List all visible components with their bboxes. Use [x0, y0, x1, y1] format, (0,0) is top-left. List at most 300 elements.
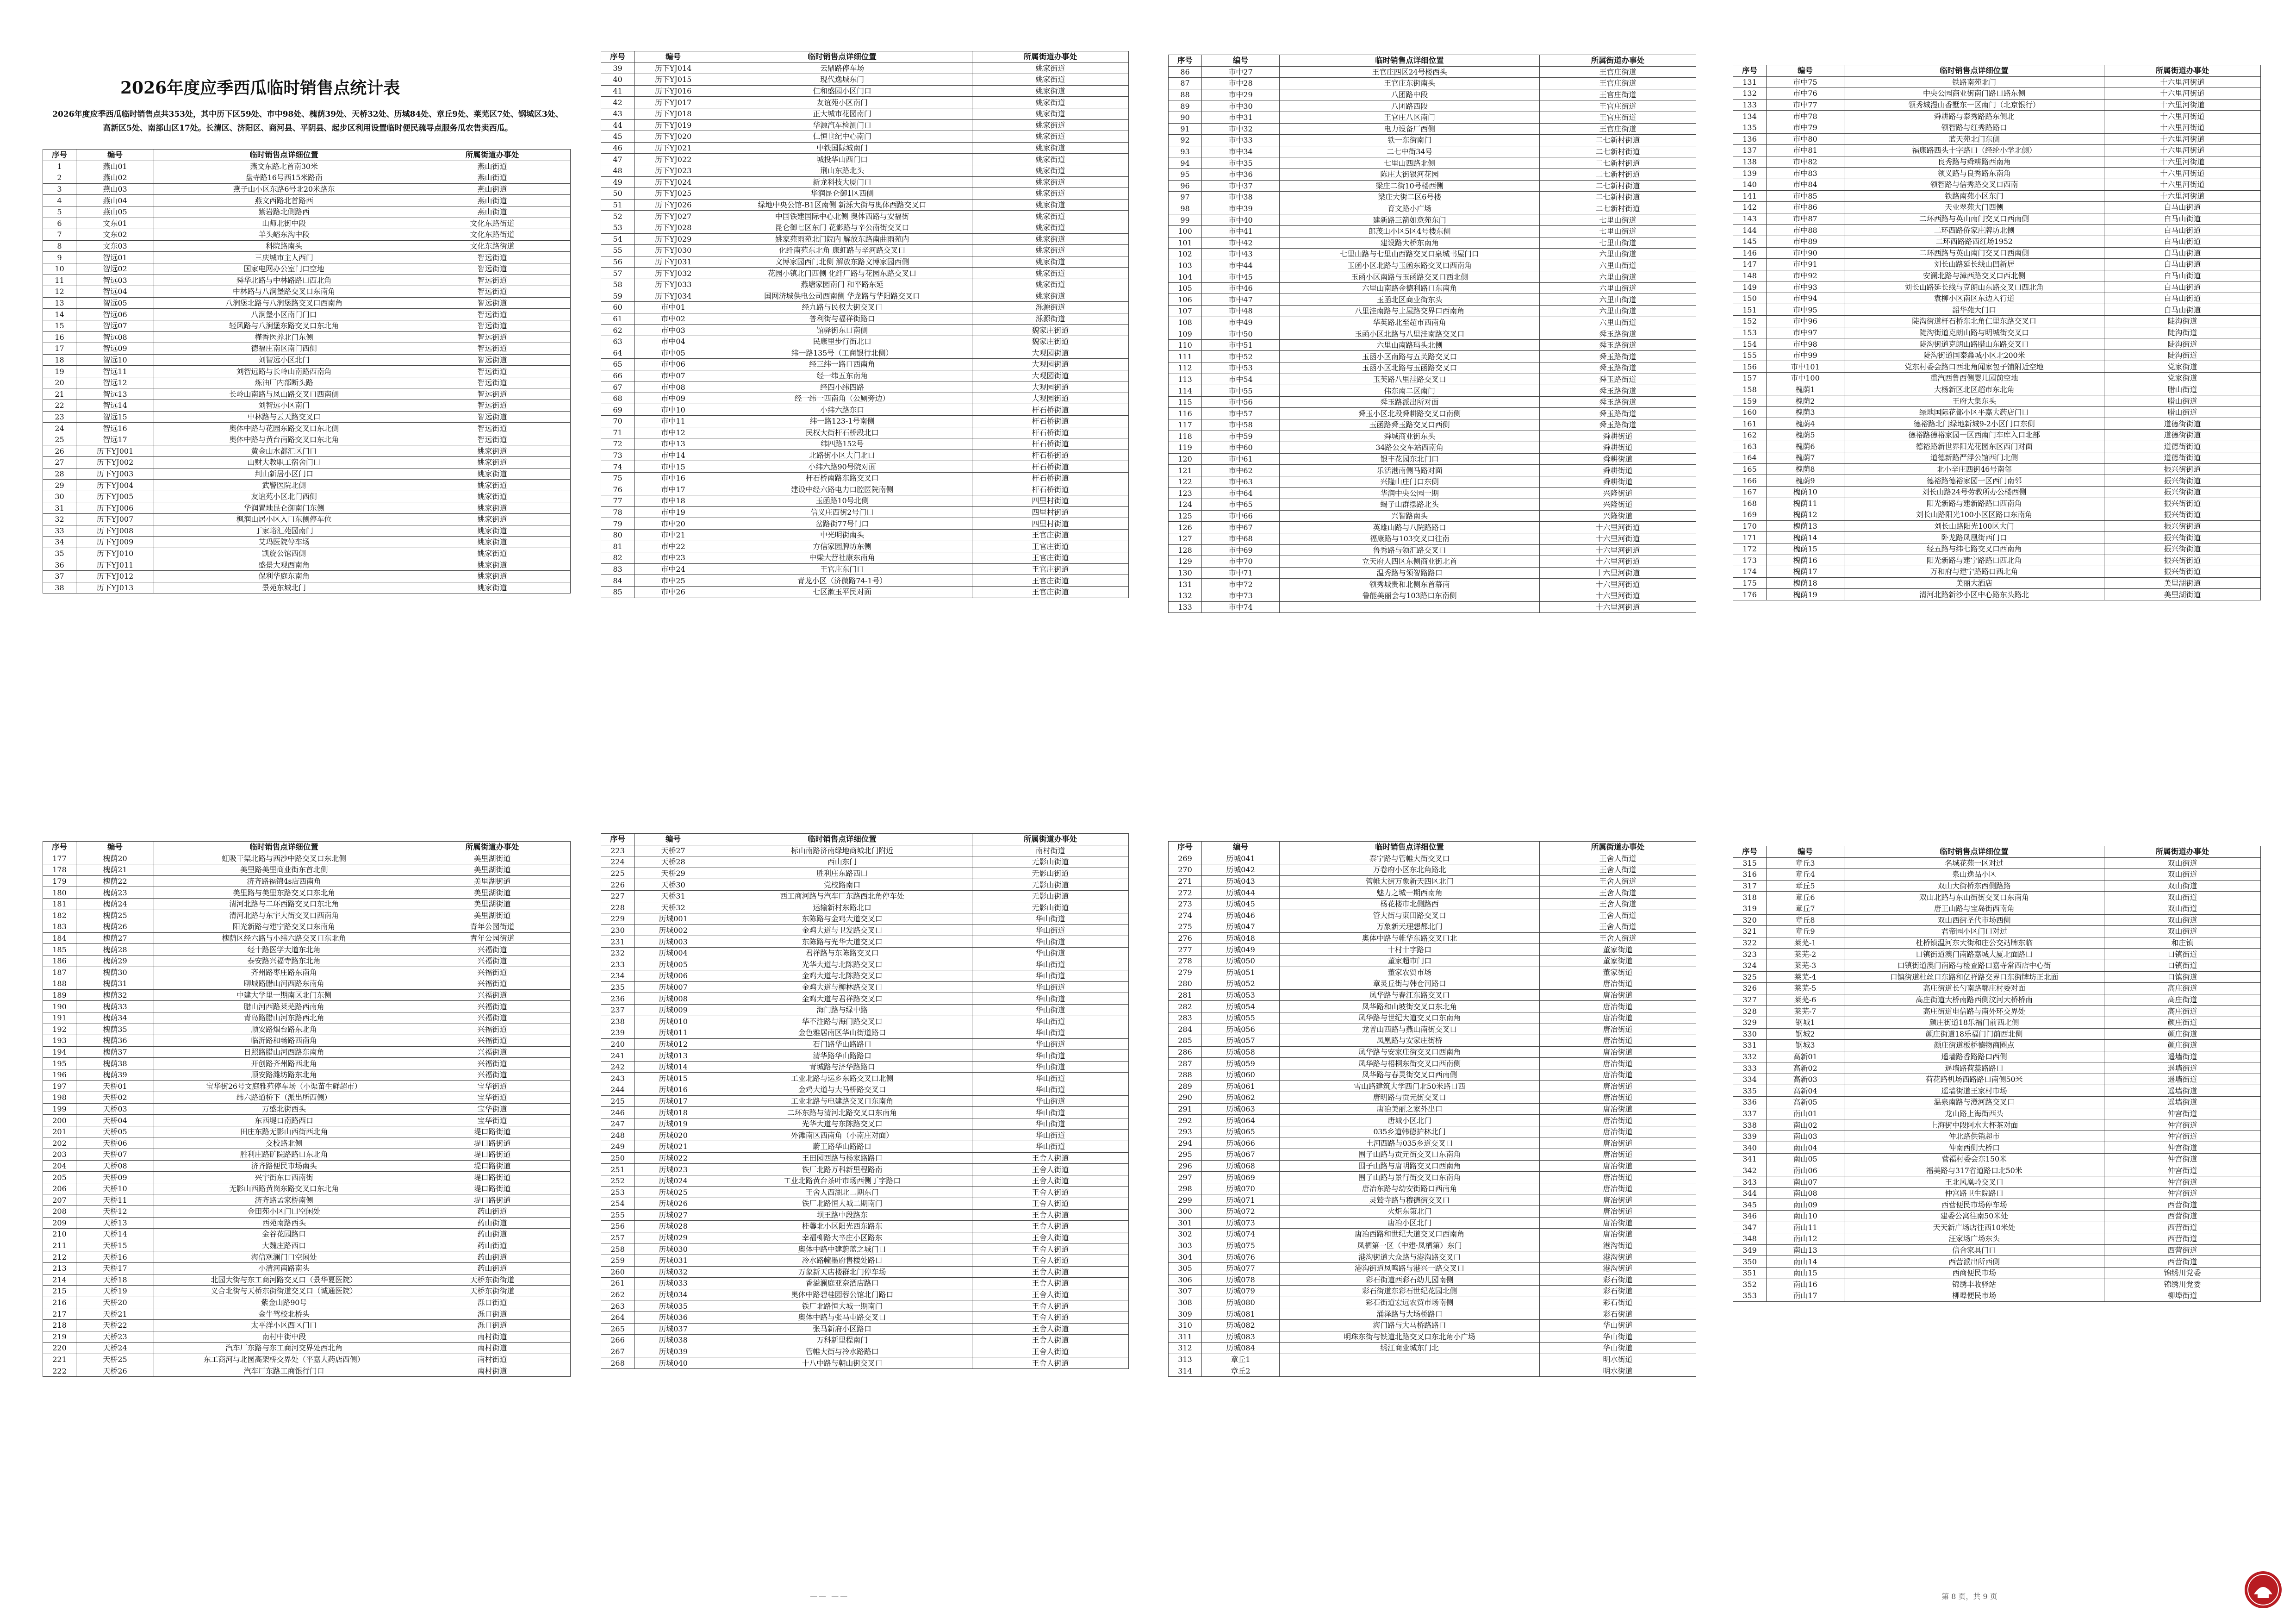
table-row — [601, 1312, 1129, 1323]
row-code: 历下YJ025 — [635, 188, 712, 200]
row-location: 仲南西侧大桥口 — [1844, 1142, 2104, 1154]
table-row — [43, 502, 571, 514]
row-code: 高新04 — [1767, 1085, 1844, 1097]
row-subdistrict: 十六里河街道 — [2104, 133, 2261, 145]
row-subdistrict: 遥墙街道 — [2104, 1062, 2261, 1074]
row-code: 市中35 — [1202, 157, 1280, 169]
row-location: 管帷大街万象新天四区北门 — [1280, 875, 1540, 887]
row-location: 玉函路舜玉路交叉口西侧 — [1280, 419, 1540, 431]
row-code: 历城060 — [1202, 1069, 1280, 1081]
row-number: 116 — [1169, 408, 1202, 419]
row-location: 万卷府小区东北角路北 — [1280, 864, 1540, 876]
table-header-row — [1733, 846, 2261, 858]
row-subdistrict: 唐冶街道 — [1540, 1001, 1696, 1012]
row-location: 火炬东第北门 — [1280, 1206, 1540, 1218]
table-row — [601, 1278, 1129, 1289]
row-number: 141 — [1733, 190, 1767, 202]
row-code: 市中88 — [1767, 225, 1844, 236]
row-subdistrict: 姚家街道 — [414, 445, 571, 457]
table-row — [1169, 967, 1696, 978]
row-location: 普利街与福祥街路口 — [712, 313, 972, 325]
row-code: 槐荫6 — [1767, 441, 1844, 452]
row-number: 281 — [1169, 989, 1202, 1001]
row-location: 凤华路与安家庄街交叉口西南角 — [1280, 1046, 1540, 1058]
row-code: 历下YJ004 — [76, 480, 154, 491]
row-location: 科院路南头 — [154, 240, 414, 252]
row-subdistrict: 杆石桥街道 — [972, 427, 1129, 438]
row-number: 181 — [43, 898, 76, 910]
row-location: 唐王山路与宝岛街西南角 — [1844, 903, 2104, 914]
table-row — [1733, 880, 2261, 892]
row-code: 市中86 — [1767, 202, 1844, 213]
row-code: 南山02 — [1767, 1119, 1844, 1131]
summary-text: 2026年度应季西瓜临时销售点共353处，其中历下区59处、市中98处、槐荫39处、天桥32处、历城84处、章丘9处、莱芜区7处、钢城区3处、高新区5处、南部山区17处。长清区、济阳区、商河县、平阴县、起步区利用设置临时便民疏导点服务瓜农售卖西瓜。 — [52, 110, 563, 133]
column-header: 所属街道办事处 — [2104, 65, 2261, 77]
row-location: 燕文东路北首南30米 — [154, 161, 414, 172]
row-number: 135 — [1733, 122, 1767, 133]
row-subdistrict: 姚家街道 — [972, 290, 1129, 302]
row-location: 奥体中路与黄台南路交叉口东北角 — [154, 434, 414, 445]
row-subdistrict: 魏家庄街道 — [972, 325, 1129, 336]
row-code: 市中41 — [1202, 225, 1280, 237]
row-number: 329 — [1733, 1017, 1767, 1028]
row-number: 23 — [43, 411, 76, 423]
table-row — [43, 252, 571, 263]
row-code: 天桥28 — [635, 856, 712, 868]
table-row — [1733, 316, 2261, 327]
row-location: 冷水路幢墨府售楼处路口 — [712, 1255, 972, 1266]
row-code: 南山09 — [1767, 1199, 1844, 1211]
row-subdistrict: 四里村街道 — [972, 518, 1129, 530]
row-subdistrict: 二七新村街道 — [1540, 169, 1696, 180]
column-header: 所属街道办事处 — [972, 834, 1129, 845]
row-location: 港沟街道凤鸣路与港兴一路交叉口 — [1280, 1262, 1540, 1274]
row-number: 46 — [601, 142, 635, 154]
row-subdistrict: 王舍人街道 — [1540, 932, 1696, 944]
row-code: 智远08 — [76, 331, 154, 343]
table-row — [1169, 601, 1696, 613]
table-row — [1169, 408, 1696, 419]
row-location: 中铁国际城南门 — [712, 142, 972, 154]
table-row — [1169, 282, 1696, 294]
table-row — [1169, 1115, 1696, 1126]
row-number: 147 — [1733, 259, 1767, 270]
row-code: 槐荫3 — [1767, 406, 1844, 418]
row-location: 领智路与红秀路路口 — [1844, 122, 2104, 133]
row-code: 文东03 — [76, 240, 154, 252]
table-row — [601, 1107, 1129, 1118]
table-row — [1733, 1290, 2261, 1302]
table-row — [1169, 78, 1696, 89]
row-code: 历下YJ029 — [635, 233, 712, 245]
row-subdistrict: 堤口路街道 — [414, 1183, 571, 1194]
table-row — [1169, 522, 1696, 533]
row-number: 32 — [43, 514, 76, 525]
table-row — [1733, 190, 2261, 202]
row-subdistrict: 西营街道 — [2104, 1211, 2261, 1222]
table-panel-8 — [1733, 846, 2261, 1302]
row-location: 龙普山西路与燕山南街交叉口 — [1280, 1024, 1540, 1035]
row-code: 历城059 — [1202, 1058, 1280, 1069]
row-location: 槐荫区经六路与小纬六路交叉口东北角 — [154, 932, 414, 944]
table-row — [43, 343, 571, 355]
row-code: 市中43 — [1202, 249, 1280, 260]
row-number: 273 — [1169, 898, 1202, 910]
row-code: 历下YJ016 — [635, 85, 712, 97]
row-code: 历城032 — [635, 1266, 712, 1278]
table-row — [1733, 213, 2261, 225]
row-location: 八涧堡小区南门门口 — [154, 309, 414, 320]
table-row — [43, 1046, 571, 1058]
row-location: 涌泽路与大场桥路口 — [1280, 1308, 1540, 1320]
row-number: 235 — [601, 981, 635, 993]
row-subdistrict: 华山街道 — [972, 1050, 1129, 1062]
row-code: 文东02 — [76, 229, 154, 241]
row-code: 槐荫39 — [76, 1069, 154, 1081]
column-header: 临时销售点详细位置 — [1844, 846, 2104, 858]
row-code: 市中67 — [1202, 522, 1280, 533]
table-row — [1733, 1165, 2261, 1176]
row-location: 工业北路与运乡东路交叉口北侧 — [712, 1073, 972, 1084]
row-code: 市中98 — [1767, 338, 1844, 350]
row-subdistrict: 十六里河街道 — [1540, 579, 1696, 590]
row-location: 口镇街道澳门南路嘉城大厦北面路口 — [1844, 949, 2104, 960]
row-number: 200 — [43, 1115, 76, 1126]
row-code: 市中72 — [1202, 579, 1280, 590]
row-code: 槐荫16 — [1767, 555, 1844, 566]
row-subdistrict: 姚家街道 — [972, 279, 1129, 290]
row-code: 历下YJ017 — [635, 97, 712, 108]
row-code: 市中53 — [1202, 362, 1280, 374]
row-subdistrict: 大观园街道 — [972, 347, 1129, 359]
row-number: 300 — [1169, 1206, 1202, 1218]
row-subdistrict: 舜玉路街道 — [1540, 374, 1696, 385]
table-row — [1733, 1074, 2261, 1085]
row-code: 燕山02 — [76, 172, 154, 184]
row-number: 6 — [43, 218, 76, 229]
row-location: 二环西路侨家庄牌坊北侧 — [1844, 225, 2104, 236]
row-number: 275 — [1169, 921, 1202, 933]
row-location: 玉函小区南路与五芙路交叉口 — [1280, 351, 1540, 362]
row-location: 华润中央公园一期 — [1280, 487, 1540, 499]
table-row — [43, 1354, 571, 1365]
row-number: 244 — [601, 1084, 635, 1096]
table-row — [601, 1164, 1129, 1175]
row-number: 51 — [601, 199, 635, 211]
row-code: 章丘2 — [1202, 1365, 1280, 1377]
row-number: 248 — [601, 1130, 635, 1141]
row-code: 历城081 — [1202, 1308, 1280, 1320]
row-code: 市中10 — [635, 404, 712, 416]
row-number: 137 — [1733, 145, 1767, 156]
row-location: 化纤南苑东北角 康虹路与辛河路交叉口 — [712, 245, 972, 256]
row-number: 121 — [1169, 465, 1202, 476]
row-number: 302 — [1169, 1229, 1202, 1240]
row-location: 昆仑御七区东门 花影路与辛公南街交叉口 — [712, 222, 972, 233]
row-code: 市中93 — [1767, 281, 1844, 293]
table-panel-2 — [601, 51, 1129, 598]
row-number: 271 — [1169, 875, 1202, 887]
row-subdistrict: 姚家街道 — [414, 491, 571, 502]
row-location: 建设中经六路电力口腔医院南侧 — [712, 484, 972, 495]
row-number: 10 — [43, 263, 76, 275]
row-number: 56 — [601, 256, 635, 268]
row-location: 青岛路腊山河东路西北角 — [154, 1012, 414, 1024]
row-subdistrict: 振兴街街道 — [2104, 463, 2261, 475]
table-row — [601, 1266, 1129, 1278]
row-subdistrict: 华山街道 — [1540, 1331, 1696, 1343]
column-header: 所属街道办事处 — [2104, 846, 2261, 858]
table-row — [1169, 499, 1696, 511]
row-number: 220 — [43, 1343, 76, 1354]
table-row — [43, 195, 571, 206]
row-subdistrict: 智远街道 — [414, 263, 571, 275]
row-code: 历城035 — [635, 1300, 712, 1312]
row-subdistrict: 华山街道 — [972, 1004, 1129, 1016]
row-code: 市中19 — [635, 506, 712, 518]
table-row — [43, 400, 571, 412]
row-location: 幸福柳路大辛庄小区路东 — [712, 1232, 972, 1243]
table-row — [1733, 475, 2261, 487]
row-code: 历下YJ006 — [76, 502, 154, 514]
row-code: 槐荫21 — [76, 864, 154, 876]
row-code: 市中37 — [1202, 180, 1280, 192]
table-row — [601, 868, 1129, 879]
row-code: 市中26 — [635, 586, 712, 598]
row-subdistrict: 姚家街道 — [972, 222, 1129, 233]
row-subdistrict: 西营街道 — [2104, 1199, 2261, 1211]
row-location: 清河北路与二环西路交叉口东北角 — [154, 898, 414, 910]
table-row — [1169, 955, 1696, 967]
table-row — [601, 1175, 1129, 1187]
row-location: 民权大街杆石桥段北口 — [712, 427, 972, 438]
row-subdistrict: 唐冶街道 — [1540, 1046, 1696, 1058]
row-number: 149 — [1733, 281, 1767, 293]
page-number: 第 8 页，共 9 页 — [1941, 1592, 1997, 1601]
row-number: 315 — [1733, 857, 1767, 869]
row-subdistrict: 明水街道 — [1540, 1365, 1696, 1377]
row-number: 68 — [601, 393, 635, 404]
row-location: 道德新路严浮公馆西门北侧 — [1844, 452, 2104, 464]
row-subdistrict: 颜庄街道 — [2104, 1017, 2261, 1028]
row-code: 市中74 — [1202, 601, 1280, 613]
row-number: 247 — [601, 1118, 635, 1130]
row-subdistrict: 四里村街道 — [972, 506, 1129, 518]
table-row — [43, 1069, 571, 1081]
row-subdistrict: 南村街道 — [414, 1331, 571, 1343]
row-number: 237 — [601, 1004, 635, 1016]
table-row — [1169, 487, 1696, 499]
row-location: 汪家场广场东头 — [1844, 1233, 2104, 1245]
row-subdistrict: 姚家街道 — [414, 570, 571, 582]
row-number: 333 — [1733, 1062, 1767, 1074]
row-number: 211 — [43, 1240, 76, 1251]
row-code: 槐荫17 — [1767, 566, 1844, 578]
table-row — [1733, 1222, 2261, 1233]
table-row — [1169, 112, 1696, 123]
row-code: 市中97 — [1767, 327, 1844, 338]
row-code: 历城016 — [635, 1084, 712, 1096]
row-code: 天桥14 — [76, 1229, 154, 1240]
table-panel-7 — [1168, 841, 1696, 1377]
row-subdistrict: 彩石街道 — [1540, 1274, 1696, 1286]
row-number: 99 — [1169, 214, 1202, 226]
row-code: 章丘7 — [1767, 903, 1844, 914]
row-number: 18 — [43, 354, 76, 366]
table-row — [601, 1095, 1129, 1107]
row-subdistrict: 明水街道 — [1540, 1354, 1696, 1365]
row-subdistrict: 姚家街道 — [972, 233, 1129, 245]
table-row — [601, 74, 1129, 86]
row-subdistrict: 二七新村街道 — [1540, 135, 1696, 146]
row-subdistrict: 燕山街道 — [414, 172, 571, 184]
row-location: 王官庄八区南门 — [1280, 112, 1540, 123]
row-number: 189 — [43, 989, 76, 1001]
table-row — [1733, 373, 2261, 384]
row-subdistrict: 舜玉路街道 — [1540, 339, 1696, 351]
table-row — [601, 1038, 1129, 1050]
row-code: 槐荫20 — [76, 853, 154, 864]
row-location: 陡沟街道克朗山路与明城街交叉口 — [1844, 327, 2104, 338]
row-code: 历城050 — [1202, 955, 1280, 967]
table-row — [43, 875, 571, 887]
row-number: 195 — [43, 1058, 76, 1069]
table-row — [1733, 270, 2261, 281]
table-row — [43, 559, 571, 571]
table-row — [1733, 1233, 2261, 1245]
row-number: 336 — [1733, 1097, 1767, 1108]
table-row — [1733, 236, 2261, 247]
row-code: 天桥02 — [76, 1092, 154, 1104]
row-location: 临沂路和畅路西南角 — [154, 1035, 414, 1047]
row-number: 346 — [1733, 1211, 1767, 1222]
row-code: 市中23 — [635, 552, 712, 564]
row-subdistrict: 仲宫街道 — [2104, 1131, 2261, 1142]
row-location: 雪山路建筑大学西门北50米路口西 — [1280, 1081, 1540, 1092]
row-number: 153 — [1733, 327, 1767, 338]
row-location: 荆山新居小区门口 — [154, 468, 414, 480]
column-header: 序号 — [1169, 55, 1202, 67]
table-row — [1169, 1365, 1696, 1377]
row-code: 槐荫14 — [1767, 532, 1844, 543]
row-code: 天桥06 — [76, 1137, 154, 1149]
table-row — [43, 218, 571, 229]
row-number: 320 — [1733, 914, 1767, 926]
row-code: 章丘5 — [1767, 880, 1844, 892]
row-subdistrict: 华山街道 — [972, 1038, 1129, 1050]
row-subdistrict: 二七新村街道 — [1540, 146, 1696, 157]
table-row — [601, 199, 1129, 211]
row-number: 83 — [601, 563, 635, 575]
row-subdistrict: 大观园街道 — [972, 381, 1129, 393]
row-number: 134 — [1733, 111, 1767, 122]
table-row — [1169, 1354, 1696, 1365]
row-number: 47 — [601, 154, 635, 165]
row-number: 269 — [1169, 853, 1202, 864]
row-location: 东陈路与金鸡大道交叉口 — [712, 913, 972, 925]
row-number: 27 — [43, 457, 76, 468]
table-row — [1169, 533, 1696, 544]
table-row — [43, 183, 571, 195]
row-location: 馆驿街东口南侧 — [712, 325, 972, 336]
row-location: 颜庄街道18乐福门门前西北侧 — [1844, 1028, 2104, 1040]
table-row — [1733, 327, 2261, 338]
row-code: 燕山03 — [76, 183, 154, 195]
table-row — [43, 1160, 571, 1172]
row-number: 69 — [601, 404, 635, 416]
row-code: 历城023 — [635, 1164, 712, 1175]
row-location: 刘智远小区北门 — [154, 354, 414, 366]
column-header: 临时销售点详细位置 — [154, 842, 414, 853]
table-row — [601, 245, 1129, 256]
row-subdistrict: 振兴街街道 — [2104, 486, 2261, 498]
table-row — [1733, 1051, 2261, 1062]
row-location: 开创路齐州路西北角 — [154, 1058, 414, 1069]
table-row — [1169, 887, 1696, 899]
row-number: 172 — [1733, 543, 1767, 555]
table-row — [43, 1286, 571, 1297]
row-code: 市中05 — [635, 347, 712, 359]
table-row — [1169, 260, 1696, 271]
row-subdistrict: 姚家街道 — [414, 514, 571, 525]
table-row — [601, 879, 1129, 891]
row-location: 彩石街道西彩石幼儿园南侧 — [1280, 1274, 1540, 1286]
row-code: 天桥27 — [635, 845, 712, 856]
table-row — [1169, 864, 1696, 876]
table-row — [1169, 944, 1696, 956]
row-number: 8 — [43, 240, 76, 252]
row-location: 万象新天理想都北门 — [1280, 921, 1540, 933]
row-code: 槐荫11 — [1767, 498, 1844, 509]
row-code: 天桥13 — [76, 1217, 154, 1229]
table-row — [1169, 169, 1696, 180]
row-number: 205 — [43, 1172, 76, 1183]
table-row — [43, 206, 571, 218]
row-number: 53 — [601, 222, 635, 233]
table-row — [601, 1016, 1129, 1027]
row-number: 261 — [601, 1278, 635, 1289]
row-number: 279 — [1169, 967, 1202, 978]
row-subdistrict: 姚家街道 — [972, 85, 1129, 97]
row-subdistrict: 唐冶街道 — [1540, 1012, 1696, 1024]
row-location — [1280, 1365, 1540, 1377]
row-code: 天桥09 — [76, 1172, 154, 1183]
row-subdistrict: 白马山街道 — [2104, 259, 2261, 270]
table-row — [1169, 1308, 1696, 1320]
row-code: 市中27 — [1202, 66, 1280, 78]
row-number: 296 — [1169, 1160, 1202, 1172]
row-code: 莱芜-6 — [1767, 994, 1844, 1006]
row-code: 市中02 — [635, 313, 712, 325]
row-location — [1280, 601, 1540, 613]
row-location: 陡沟街道克朗山路腊山东路交叉口 — [1844, 338, 2104, 350]
table-row — [601, 1323, 1129, 1335]
row-number: 156 — [1733, 361, 1767, 373]
table-row — [1733, 983, 2261, 994]
row-location: 绿地中央公馆-B1区南侧 新泺大街与奥体西路交叉口 — [712, 199, 972, 211]
row-code: 市中29 — [1202, 89, 1280, 100]
row-code: 历城044 — [1202, 887, 1280, 899]
row-code: 历下YJ021 — [635, 142, 712, 154]
row-subdistrict: 仲宫街道 — [2104, 1165, 2261, 1176]
row-subdistrict: 美里湖街道 — [2104, 589, 2261, 600]
column-header: 所属街道办事处 — [1540, 55, 1696, 67]
table-header-row — [1733, 65, 2261, 77]
row-subdistrict: 白马山街道 — [2104, 304, 2261, 316]
row-code: 历城073 — [1202, 1217, 1280, 1229]
table-row — [1733, 1131, 2261, 1142]
row-location: 德裕路北门绿地新城9-2小区门口东侧 — [1844, 418, 2104, 430]
